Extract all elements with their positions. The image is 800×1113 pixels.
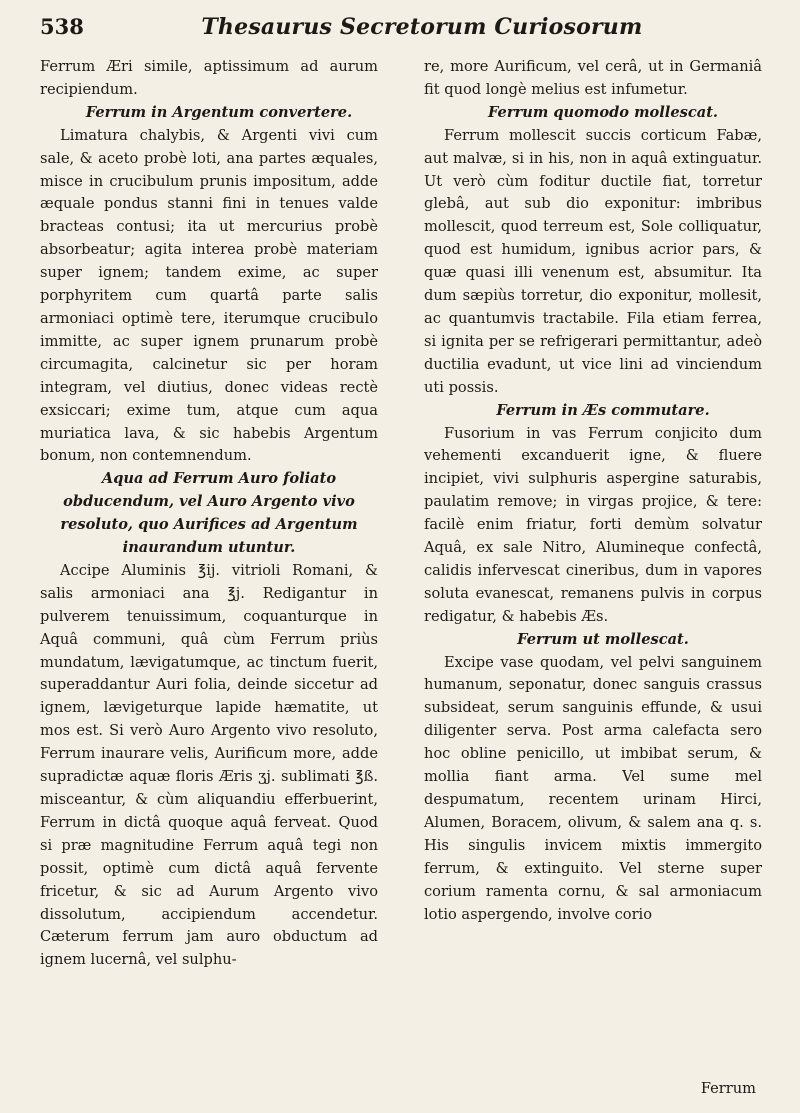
section-heading: Ferrum in Argentum convertere. — [85, 103, 353, 121]
paragraph: Ferrum mollescit succis corticum Fabæ, aut malvæ, si in his, non in aquâ extinguatur. Ut verò cùm foditur ductile fiat, torretur glebâ, aut sub dio exponitur: imbribus mollescit, quod terreum est, Sole colliquatur, quod est humidum, ignibus acrior pars, & quæ quasi illi venenum est, absumitur. Ita dum sæpiùs torretur, dio exponitur, mollesit, ac quantumvis tractabile. Fila etiam ferrea, si ignita per se refrigerari permittantur, adeò ductilia evadunt, ut vice lini ad vinciendum uti possis. — [424, 126, 762, 396]
page-header — [40, 14, 760, 48]
section-heading: Aqua ad Ferrum Auro foliato obducendum, vel Auro Argento vivo resoluto, quo Aurifices ad Argentum inaurandum utuntur. — [60, 470, 358, 557]
paragraph: Fusorium in vas Ferrum conjicito dum vehementi excanduerit igne, & fluere incipiet, vivi sulphuris aspergine saturabis, paulatim remove; in virgas projice, & tere: facilè enim friatur, forti demùm solvatur Aquâ, ex sale Nitro, Alumineque confectâ, calidis infervescat cineribus, dum in vapores soluta evanescat, remanens pulvis in corpus redigatur, & habebis Æs. — [424, 424, 762, 625]
section-heading: Ferrum ut mollescat. — [517, 630, 689, 648]
paragraph: Accipe Aluminis ℥ij. vitrioli Romani, & salis armoniaci ana ℥j. Redigantur in pulverem tenuissimum, coquanturque in Aquâ communi, quâ cùm Ferrum priùs mundatum, lævigatumque, ac tinctum fuerit, superaddantur Auri folia, deinde siccetur ad ignem, lævigeturque lapide hæmatite, ut mos est. Si verò Auro Argento vivo resoluto, Ferrum inaurare velis, Aurificum more, adde supradictæ aquæ floris Æris ʒj. sublimati ℥ß. misceantur, & cùm aliquandiu efferbuerint, Ferrum in dictâ quoque aquâ ferveat. Quod si præ magnitudine Ferrum aquâ tegi non possit, optimè cum dictâ aquâ fervente fricetur, & sic ad Aurum Argento vivo dissolutum, accipiendum accendetur. Cæterum ferrum jam auro obductum ad ignem lucernâ, vel sulphu- — [40, 561, 378, 969]
running-title: Thesaurus Secretorum Curiosorum — [201, 14, 643, 40]
left-column — [40, 56, 378, 972]
section-heading: Ferrum quomodo mollescat. — [487, 103, 719, 121]
paragraph: Ferrum Æri simile, aptissimum ad aurum recipiendum. — [40, 58, 378, 98]
page-number: 538 — [40, 14, 84, 39]
paragraph: Excipe vase quodam, vel pelvi sanguinem humanum, seponatur, donec sanguis crassus subsideat, serum sanguinis effunde, & usui diligenter serva. Post arma calefacta sero hoc obline penicillo, ut imbibat serum, & mollia fiant arma. Vel sume mel despumatum, recentem urinam Hirci, Alumen, Boracem, olivum, & salem ana q. s. His singulis invicem mixtis immergito ferrum, & extinguito. Vel sterne super corium ramenta cornu, & sal armoniacum lotio aspergendo, involve corio — [424, 653, 762, 923]
paragraph: re, more Aurificum, vel cerâ, ut in Germaniâ fit quod longè melius est infumetur. — [424, 58, 762, 98]
right-column — [424, 56, 762, 926]
paragraph: Limatura chalybis, & Argenti vivi cum sale, & aceto probè loti, ana partes æquales, misce in crucibulum prunis impositum, adde æquale pondus stanni fini in tenues valde bracteas contusi; ita ut mercurius probè absorbeatur; agita interea probè materiam super ignem; tandem exime, ac super porphyritem cum quartâ parte salis armoniaci optimè tere, iterumque crucibulo immitte, ac super ignem prunarum probè circumagita, calcinetur sic per horam integram, vel diutius, donec videas rectè exsiccari; exime tum, atque cum aqua muriatica lava, & sic habebis Argentum bonum, non contemnendum. — [40, 126, 378, 465]
section-heading: Ferrum in Æs commutare. — [496, 401, 710, 419]
catchword: Ferrum — [700, 1080, 756, 1097]
